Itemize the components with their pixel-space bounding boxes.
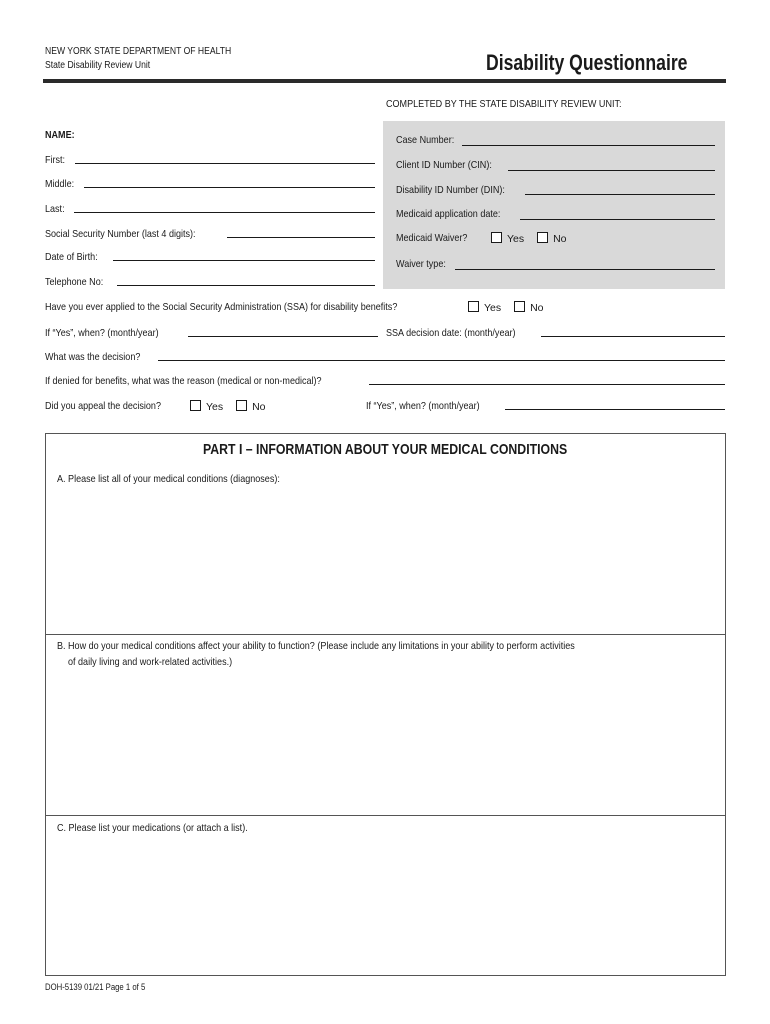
appeal-when-label: If “Yes”, when? (month/year) bbox=[366, 400, 480, 412]
ssa-when-field[interactable] bbox=[188, 336, 378, 337]
phone-field[interactable] bbox=[117, 285, 375, 286]
ssa-decision-field[interactable] bbox=[158, 360, 725, 361]
denied-reason-field[interactable] bbox=[369, 384, 725, 385]
part1-c-label: C. Please list your medications (or attach a list). bbox=[57, 822, 248, 834]
waiver-type-label: Waiver type: bbox=[396, 258, 446, 270]
appeal-no-checkbox[interactable] bbox=[236, 400, 247, 411]
dob-label: Date of Birth: bbox=[45, 251, 98, 263]
disability-id-field[interactable] bbox=[525, 194, 715, 195]
part1-b-label-line2: of daily living and work-related activities.) bbox=[68, 656, 233, 668]
case-number-field[interactable] bbox=[462, 145, 715, 146]
ssn-label: Social Security Number (last 4 digits): bbox=[45, 228, 196, 240]
part1-b-answer-area[interactable] bbox=[46, 672, 724, 814]
medicaid-waiver-label: Medicaid Waiver? bbox=[396, 232, 468, 244]
ssa-when-label: If “Yes”, when? (month/year) bbox=[45, 327, 159, 339]
part1-a-answer-area[interactable] bbox=[46, 490, 724, 633]
review-unit-heading: COMPLETED BY THE STATE DISABILITY REVIEW UNIT: bbox=[386, 98, 622, 110]
appeal-yes-checkbox[interactable] bbox=[190, 400, 201, 411]
appeal-options bbox=[180, 400, 266, 413]
appeal-question: Did you appeal the decision? bbox=[45, 400, 161, 412]
ssa-decision-label: What was the decision? bbox=[45, 351, 141, 363]
ssa-applied-no-label: No bbox=[530, 302, 544, 314]
medicaid-waiver-options bbox=[481, 232, 567, 245]
ssa-applied-options bbox=[458, 301, 544, 314]
middle-name-label: Middle: bbox=[45, 178, 75, 190]
part1-divider-bc bbox=[45, 815, 726, 816]
medicaid-date-label: Medicaid application date: bbox=[396, 208, 501, 220]
medicaid-waiver-no-checkbox[interactable] bbox=[537, 232, 548, 243]
ssa-decision-date-field[interactable] bbox=[541, 336, 725, 337]
header-rule bbox=[43, 79, 726, 83]
last-name-label: Last: bbox=[45, 203, 65, 215]
appeal-no-label: No bbox=[252, 401, 266, 413]
medicaid-waiver-yes-label: Yes bbox=[507, 233, 525, 245]
part1-c-answer-area[interactable] bbox=[46, 840, 724, 973]
unit-name: State Disability Review Unit bbox=[45, 60, 151, 71]
department-name: NEW YORK STATE DEPARTMENT OF HEALTH bbox=[45, 46, 232, 57]
part1-title: PART I – INFORMATION ABOUT YOUR MEDICAL CONDITIONS bbox=[202, 441, 568, 458]
case-number-label: Case Number: bbox=[396, 134, 455, 146]
part1-a-label: A. Please list all of your medical conditions (diagnoses): bbox=[57, 473, 280, 485]
medicaid-date-field[interactable] bbox=[520, 219, 715, 220]
ssa-applied-yes-label: Yes bbox=[484, 302, 502, 314]
disability-id-label: Disability ID Number (DIN): bbox=[396, 184, 505, 196]
ssa-applied-yes-checkbox[interactable] bbox=[468, 301, 479, 312]
client-id-field[interactable] bbox=[508, 170, 715, 171]
appeal-when-field[interactable] bbox=[505, 409, 725, 410]
ssa-applied-no-checkbox[interactable] bbox=[514, 301, 525, 312]
ssa-applied-question: Have you ever applied to the Social Security Administration (SSA) for disability benefits? bbox=[45, 301, 398, 313]
part1-b-label-line1: B. How do your medical conditions affect your ability to function? (Please include any limitations in your ability to perform activities bbox=[57, 640, 575, 652]
first-name-field[interactable] bbox=[75, 163, 375, 164]
first-name-label: First: bbox=[45, 154, 66, 166]
last-name-field[interactable] bbox=[74, 212, 375, 213]
name-heading: NAME: bbox=[45, 129, 75, 141]
form-footer: DOH-5139 01/21 Page 1 of 5 bbox=[45, 982, 146, 992]
ssa-decision-date-label: SSA decision date: (month/year) bbox=[386, 327, 516, 339]
part1-divider-ab bbox=[45, 634, 726, 635]
dob-field[interactable] bbox=[113, 260, 375, 261]
ssn-field[interactable] bbox=[227, 237, 375, 238]
medicaid-waiver-yes-checkbox[interactable] bbox=[491, 232, 502, 243]
medicaid-waiver-no-label: No bbox=[553, 233, 567, 245]
waiver-type-field[interactable] bbox=[455, 269, 715, 270]
appeal-yes-label: Yes bbox=[206, 401, 224, 413]
form-title: Disability Questionnaire bbox=[486, 50, 688, 75]
phone-label: Telephone No: bbox=[45, 276, 104, 288]
middle-name-field[interactable] bbox=[84, 187, 375, 188]
denied-reason-label: If denied for benefits, what was the reason (medical or non-medical)? bbox=[45, 375, 322, 387]
client-id-label: Client ID Number (CIN): bbox=[396, 159, 492, 171]
